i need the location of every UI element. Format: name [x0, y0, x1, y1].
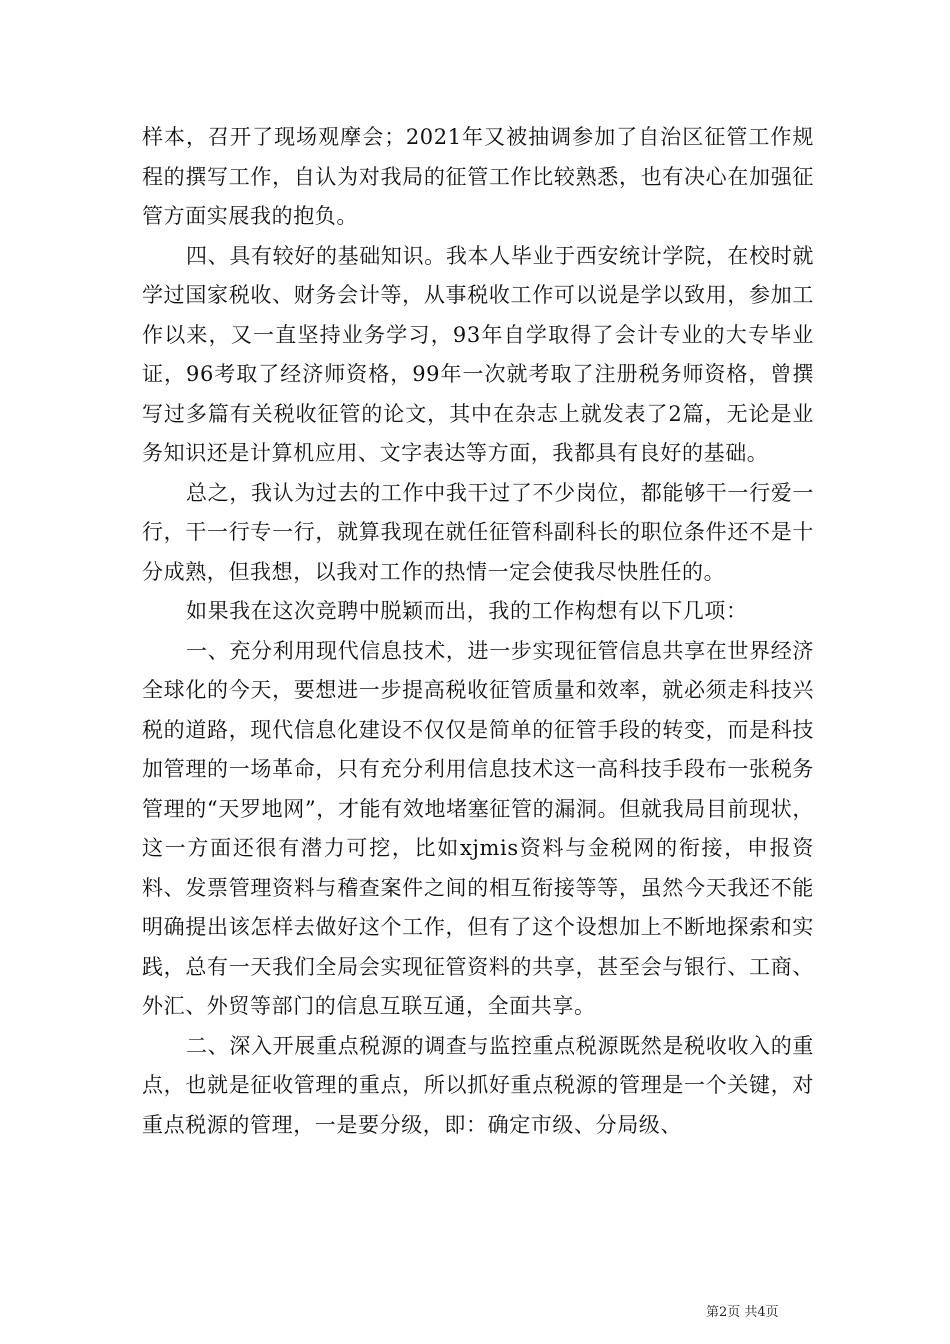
document-body — [142, 118, 814, 1145]
paragraph-1: 样本，召开了现场观摩会；2021年又被抽调参加了自治区征管工作规程的撰写工作，自认为对我局的征管工作比较熟悉，也有决心在加强征管方面实展我的抱负。 — [142, 125, 814, 228]
paragraph-5: 一、充分利用现代信息技术，进一步实现征管信息共享在世界经济全球化的今天，要想进一步提高税收征管质量和效率，就必须走科技兴税的道路，现代信息化建设不仅仅是简单的征管手段的转变，而是科技加管理的一场革命，只有充分利用信息技术这一高科技手段布一张税务管理的“天罗地网”，才能有效地堵塞征管的漏洞。但就我局目前现状，这一方面还很有潜力可挖，比如xjmis资料与金税网的衔接，申报资料、发票管理资料与稽查案件之间的相互衔接等等，虽然今天我还不能明确提出该怎样去做好这个工作，但有了这个设想加上不断地探索和实践，总有一天我们全局会实现征管资料的共享，甚至会与银行、工商、外汇、外贸等部门的信息互联互通，全面共享。 — [142, 638, 814, 1018]
paragraph-2: 四、具有较好的基础知识。我本人毕业于西安统计学院，在校时就学过国家税收、财务会计等，从事税收工作可以说是学以致用，参加工作以来，又一直坚持业务学习，93年自学取得了会计专业的大专毕业证，96考取了经济师资格，99年一次就考取了注册税务师资格，曾撰写过多篇有关税收征管的论文，其中在杂志上就发表了2篇，无论是业务知识还是计算机应用、文字表达等方面，我都具有良好的基础。 — [142, 243, 814, 465]
paragraph-6: 二、深入开展重点税源的调查与监控重点税源既然是税收收入的重点，也就是征收管理的重点，所以抓好重点税源的管理是一个关键，对重点税源的管理，一是要分级，即：确定市级、分局级、 — [142, 1033, 814, 1137]
paragraph-4: 如果我在这次竞聘中脱颖而出，我的工作构想有以下几项： — [186, 599, 748, 623]
page-number-footer: 第2页 共4页 — [706, 1305, 779, 1320]
paragraph-3: 总之，我认为过去的工作中我干过了不少岗位，都能够干一行爱一行，干一行专一行，就算我现在就任征管科副科长的职位条件还不是十分成熟，但我想，以我对工作的热情一定会使我尽快胜任的。 — [142, 480, 814, 584]
